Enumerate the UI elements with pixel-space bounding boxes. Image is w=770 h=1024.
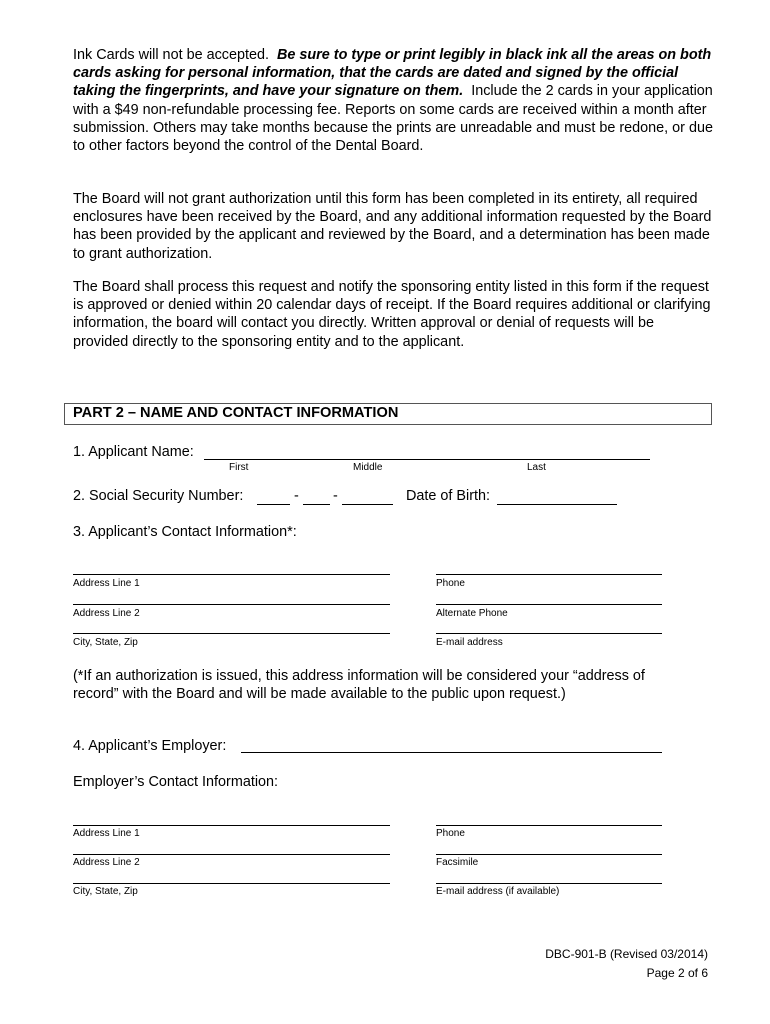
employer-fax-field[interactable] [436,854,662,855]
applicant-phone-field[interactable] [436,574,662,575]
applicant-address-line2-field[interactable] [73,604,390,605]
dob-label: Date of Birth: [406,488,490,504]
employer-email-caption: E-mail address (if available) [436,886,560,897]
intro-paragraph-3: The Board shall process this request and notify the sponsoring entity listed in this form if the request is approved or denied within 20 calendar days of receipt. If the Board requires additional or clarifying information, the board will contact you directly. Written approval or denial of requests will be provided directly to the sponsoring entity and to the applicant. [73,279,711,350]
ssn-label: 2. Social Security Number: [73,488,244,504]
ssn-field-part3[interactable] [342,504,393,505]
applicant-alt-phone-caption: Alternate Phone [436,608,508,619]
page-number: Page 2 of 6 [646,966,708,980]
employer-phone-field[interactable] [436,825,662,826]
employer-contact-label: Employer’s Contact Information: [73,774,279,790]
applicant-contact-label: 3. Applicant’s Contact Information*: [73,524,297,540]
part2-header-box [64,403,712,425]
employer-field[interactable] [241,752,662,753]
intro-p1-bold: Be sure to type or print legibly in black ink all the areas on both cards asking for personal information, that the cards are dated and signed by the official taking the fingerprints, and have your signature on them. [73,47,712,100]
dob-field[interactable] [497,504,617,505]
applicant-name-last-caption: Last [527,462,546,473]
employer-city-state-zip-field[interactable] [73,883,390,884]
applicant-name-field[interactable] [204,459,650,460]
intro-p1-plain-b: Include the 2 cards in your application with a $49 non-refundable processing fee. Reports on some cards are received within a month after submission. Others may take months because the prints are unreadable and must be redone, or due to other factors beyond the control of the Dental Board. [73,83,713,155]
ssn-field-part2[interactable] [303,504,330,505]
employer-phone-caption: Phone [436,828,465,839]
intro-p1-plain-a: Ink Cards will not be accepted. [73,47,269,63]
applicant-name-first-caption: First [229,462,249,473]
applicant-email-caption: E-mail address [436,637,503,648]
employer-address-line2-field[interactable] [73,854,390,855]
applicant-address-line1-caption: Address Line 1 [73,578,140,589]
employer-email-field[interactable] [436,883,662,884]
applicant-name-middle-caption: Middle [353,462,383,473]
employer-address-line2-caption: Address Line 2 [73,857,140,868]
applicant-name-label: 1. Applicant Name: [73,444,194,460]
employer-address-line1-caption: Address Line 1 [73,828,140,839]
applicant-city-state-zip-caption: City, State, Zip [73,637,138,648]
applicant-phone-caption: Phone [436,578,465,589]
intro-paragraph-2: The Board will not grant authorization until this form has been completed in its entirety, all required enclosures have been received by the Board, and any additional information requested by the Board has been provided by the applicant and reviewed by the Board, and a determination has been made to grant authorization. [73,191,712,262]
employer-city-state-zip-caption: City, State, Zip [73,886,138,897]
applicant-city-state-zip-field[interactable] [73,633,390,634]
address-of-record-note: (*If an authorization is issued, this address information will be considered your “address of record” with the Board and will be made available to the public upon request.) [73,668,645,703]
employer-label: 4. Applicant’s Employer: [73,738,227,754]
part2-title: PART 2 – NAME AND CONTACT INFORMATION [73,405,399,421]
applicant-address-line2-caption: Address Line 2 [73,608,140,619]
applicant-address-line1-field[interactable] [73,574,390,575]
ssn-field-part1[interactable] [257,504,290,505]
applicant-alt-phone-field[interactable] [436,604,662,605]
applicant-email-field[interactable] [436,633,662,634]
form-id: DBC-901-B (Revised 03/2014) [545,947,708,961]
ssn-dash-1: - [294,488,299,504]
employer-address-line1-field[interactable] [73,825,390,826]
employer-fax-caption: Facsimile [436,857,479,868]
intro-paragraph-1 [73,46,713,155]
ssn-dash-2: - [333,488,338,504]
